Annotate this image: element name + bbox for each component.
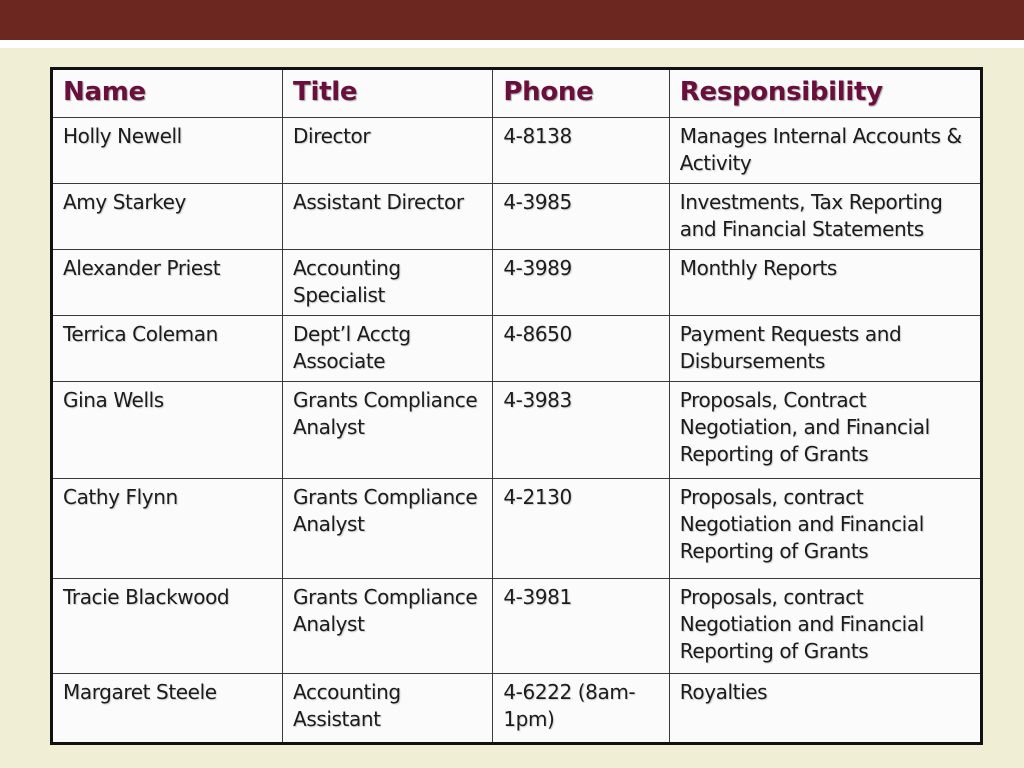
header-responsibility: Responsibility xyxy=(669,69,981,118)
table-row xyxy=(52,250,982,316)
staff-table xyxy=(50,67,983,745)
cell-name: Tracie Blackwood xyxy=(52,579,283,674)
cell-responsibility: Manages Internal Accounts & Activity xyxy=(669,118,981,184)
cell-phone: 4-3981 xyxy=(493,579,669,674)
cell-title: Accounting Assistant xyxy=(283,674,493,744)
table-row xyxy=(52,674,982,744)
cell-name: Holly Newell xyxy=(52,118,283,184)
cell-phone: 4-6222 (8am-1pm) xyxy=(493,674,669,744)
cell-phone: 4-2130 xyxy=(493,479,669,579)
cell-name: Amy Starkey xyxy=(52,184,283,250)
cell-phone: 4-3985 xyxy=(493,184,669,250)
cell-title: Accounting Specialist xyxy=(283,250,493,316)
cell-phone: 4-3983 xyxy=(493,382,669,479)
cell-title: Grants Compliance Analyst xyxy=(283,382,493,479)
cell-title: Dept’l Acctg Associate xyxy=(283,316,493,382)
table-row xyxy=(52,579,982,674)
cell-name: Margaret Steele xyxy=(52,674,283,744)
cell-phone: 4-8650 xyxy=(493,316,669,382)
table-row xyxy=(52,316,982,382)
cell-phone: 4-8138 xyxy=(493,118,669,184)
cell-phone: 4-3989 xyxy=(493,250,669,316)
top-band xyxy=(0,0,1024,40)
top-rule xyxy=(0,40,1024,48)
cell-name: Alexander Priest xyxy=(52,250,283,316)
table-header-row xyxy=(52,69,982,118)
cell-responsibility: Royalties xyxy=(669,674,981,744)
header-name: Name xyxy=(52,69,283,118)
cell-title: Director xyxy=(283,118,493,184)
cell-responsibility: Proposals, contract Negotiation and Financial Reporting of Grants xyxy=(669,479,981,579)
header-title: Title xyxy=(283,69,493,118)
table-row xyxy=(52,479,982,579)
cell-responsibility: Proposals, Contract Negotiation, and Financial Reporting of Grants xyxy=(669,382,981,479)
cell-responsibility: Monthly Reports xyxy=(669,250,981,316)
table-row xyxy=(52,118,982,184)
cell-responsibility: Payment Requests and Disbursements xyxy=(669,316,981,382)
cell-responsibility: Proposals, contract Negotiation and Financial Reporting of Grants xyxy=(669,579,981,674)
header-phone: Phone xyxy=(493,69,669,118)
cell-name: Terrica Coleman xyxy=(52,316,283,382)
table-row xyxy=(52,184,982,250)
cell-name: Gina Wells xyxy=(52,382,283,479)
cell-name: Cathy Flynn xyxy=(52,479,283,579)
table-row xyxy=(52,382,982,479)
cell-responsibility: Investments, Tax Reporting and Financial Statements xyxy=(669,184,981,250)
cell-title: Grants Compliance Analyst xyxy=(283,479,493,579)
cell-title: Grants Compliance Analyst xyxy=(283,579,493,674)
cell-title: Assistant Director xyxy=(283,184,493,250)
